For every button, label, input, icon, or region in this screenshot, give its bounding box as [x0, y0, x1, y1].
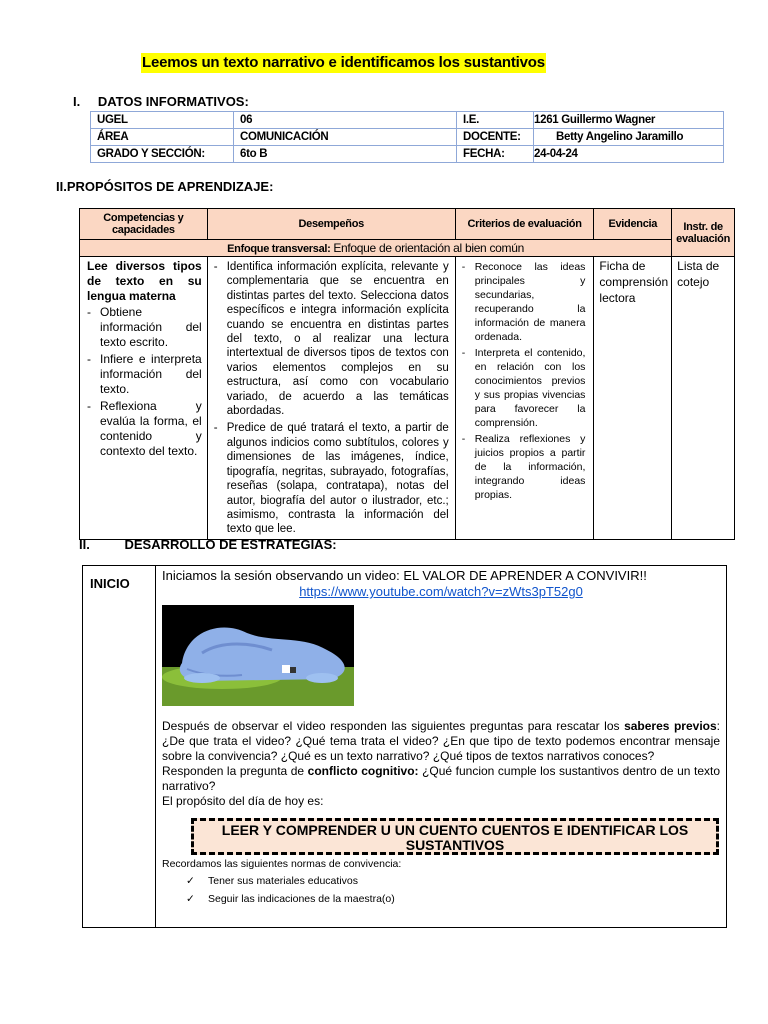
conflicto-cognitivo-paragraph	[162, 764, 720, 794]
momento-label: INICIO	[83, 566, 156, 927]
enfoque-row	[80, 240, 735, 257]
desarrollo-content	[162, 566, 720, 809]
page-title: Leemos un texto narrativo e identificamos los sustantivos	[142, 54, 545, 71]
grado-label: GRADO Y SECCIÓN:	[91, 146, 234, 163]
section-datos-heading	[73, 94, 249, 109]
table-row	[91, 146, 724, 163]
ie-value: 1261 Guillermo Wagner	[534, 112, 724, 129]
list-item: - Reconoce las ideas principales y secundarias, recuperando la información de manera ordenada.	[462, 260, 586, 344]
docente-value: Betty Angelino Jaramillo	[534, 129, 724, 146]
datos-table	[90, 111, 724, 163]
saberes-previos-paragraph	[162, 719, 720, 764]
saberes-previos-label: saberes previos	[624, 719, 717, 733]
normas-intro: Recordamos las siguientes normas de convivencia:	[162, 858, 402, 870]
desarrollo-box	[82, 565, 727, 928]
section-label: DATOS INFORMATIVOS:	[97, 94, 249, 109]
intro-text: Iniciamos la sesión observando un video: EL VALOR DE APRENDER A CONVIVIR!!	[162, 568, 647, 583]
fecha-label: FECHA:	[457, 146, 534, 163]
enfoque-label: Enfoque transversal:	[227, 243, 331, 255]
paragraph-text: : ¿De que trata el video? ¿Qué tema trata el video? ¿En que tipo de texto podemos encontrar mensaje sobre la convivencia? ¿Qué es un texto narrativo? ¿Qué tipos de textos narrativos conoces?	[162, 719, 720, 763]
docente-label: DOCENTE:	[457, 129, 534, 146]
table-header-row	[80, 209, 735, 240]
table-row	[91, 129, 724, 146]
desempenos-cell	[207, 257, 455, 540]
competencia-text: Lee diversos tipos de texto en su lengua materna	[87, 259, 202, 303]
competencias-cell	[80, 257, 208, 540]
table-row	[80, 257, 735, 540]
conflicto-cognitivo-label: conflicto cognitivo:	[307, 764, 419, 778]
normas-list	[162, 875, 562, 905]
header-competencias: Competencias y capacidades	[80, 209, 208, 240]
propositos-table	[79, 208, 735, 540]
list-item: - Realiza reflexiones y juicios propios a partir de la información, integrando ideas propias.	[462, 432, 586, 502]
list-item: - Obtiene información del texto escrito.	[87, 305, 202, 350]
enfoque-cell	[80, 240, 672, 257]
paragraph-text: ¿Qué funcion cumple los sustantivos dentro de un texto narrativo?	[162, 764, 720, 793]
section-propositos-heading: II.PROPÓSITOS DE APRENDIZAJE:	[56, 179, 274, 194]
instrumento-cell: Lista de cotejo	[672, 257, 735, 540]
list-item: - Predice de qué tratará el texto, a partir de algunos indicios como subtítulos, colores y dimensiones de las imágenes, índice, tipografía, negritas, subrayado, fotografías, reseñas (solapa, contratapa), notas del autor, biografía del autor o ilustrador, etc.; asimismo, contrasta la información del texto que lee.	[214, 421, 449, 536]
video-thumbnail[interactable]	[162, 605, 354, 706]
list-item: ✓ Seguir las indicaciones de la maestra(o)	[162, 893, 562, 905]
section-number: II.	[79, 537, 90, 552]
section-number: I.	[73, 94, 81, 109]
proposito-banner: LEER Y COMPRENDER U UN CUENTO CUENTOS E IDENTIFICAR LOS SUSTANTIVOS	[191, 818, 719, 855]
cartoon-image	[162, 605, 354, 706]
ie-label: I.E.	[457, 112, 534, 129]
area-label: ÁREA	[91, 129, 234, 146]
video-link-wrap	[162, 584, 720, 600]
header-instrumento: Instr. de evaluación	[672, 209, 735, 257]
area-value: COMUNICACIÓN	[234, 129, 457, 146]
list-item: - Reflexiona y evalúa la forma, el contenido y contexto del texto.	[87, 399, 202, 459]
header-evidencia: Evidencia	[594, 209, 672, 240]
header-criterios: Criterios de evaluación	[455, 209, 594, 240]
table-row	[91, 112, 724, 129]
list-item: - Infiere e interpreta información del texto.	[87, 352, 202, 397]
grado-value: 6to B	[234, 146, 457, 163]
header-desempenos: Desempeños	[207, 209, 455, 240]
paragraph-text: Responden la pregunta de	[162, 764, 308, 778]
evidencia-cell: Ficha de comprensión lectora	[594, 257, 672, 540]
desempenos-list	[214, 260, 449, 537]
enfoque-value: Enfoque de orientación al bien común	[333, 241, 524, 255]
paragraph-text: Después de observar el video responden las siguientes preguntas para rescatar los	[162, 719, 625, 733]
section-label: DESARROLLO DE ESTRATEGIAS:	[124, 537, 337, 552]
criterios-cell	[455, 257, 594, 540]
list-item: - Identifica información explícita, relevante y complementaria que se encuentra en distintas partes del texto. Selecciona datos específicos e integra información explícita cuando se encuentra en distintas partes del texto, o al realizar una lectura intertextual de diversos tipos de textos con varios elementos complejos en su estructura, así como con vocabulario variado, de acuerdo a las temáticas abordadas.	[214, 260, 449, 418]
video-link[interactable]: https://www.youtube.com/watch?v=zWts3pT52g0	[299, 584, 583, 599]
proposito-intro: El propósito del día de hoy es:	[162, 794, 324, 808]
capacidades-list	[87, 305, 202, 459]
list-item: - Interpreta el contenido, en relación con los conocimientos previos y sus propias vivencias para favorecer la comprensión.	[462, 346, 586, 430]
criterios-list	[462, 260, 586, 502]
section-desarrollo-heading	[79, 537, 337, 552]
list-item: ✓ Tener sus materiales educativos	[162, 875, 562, 887]
fecha-value: 24-04-24	[534, 146, 724, 163]
ugel-label: UGEL	[91, 112, 234, 129]
ugel-value: 06	[234, 112, 457, 129]
